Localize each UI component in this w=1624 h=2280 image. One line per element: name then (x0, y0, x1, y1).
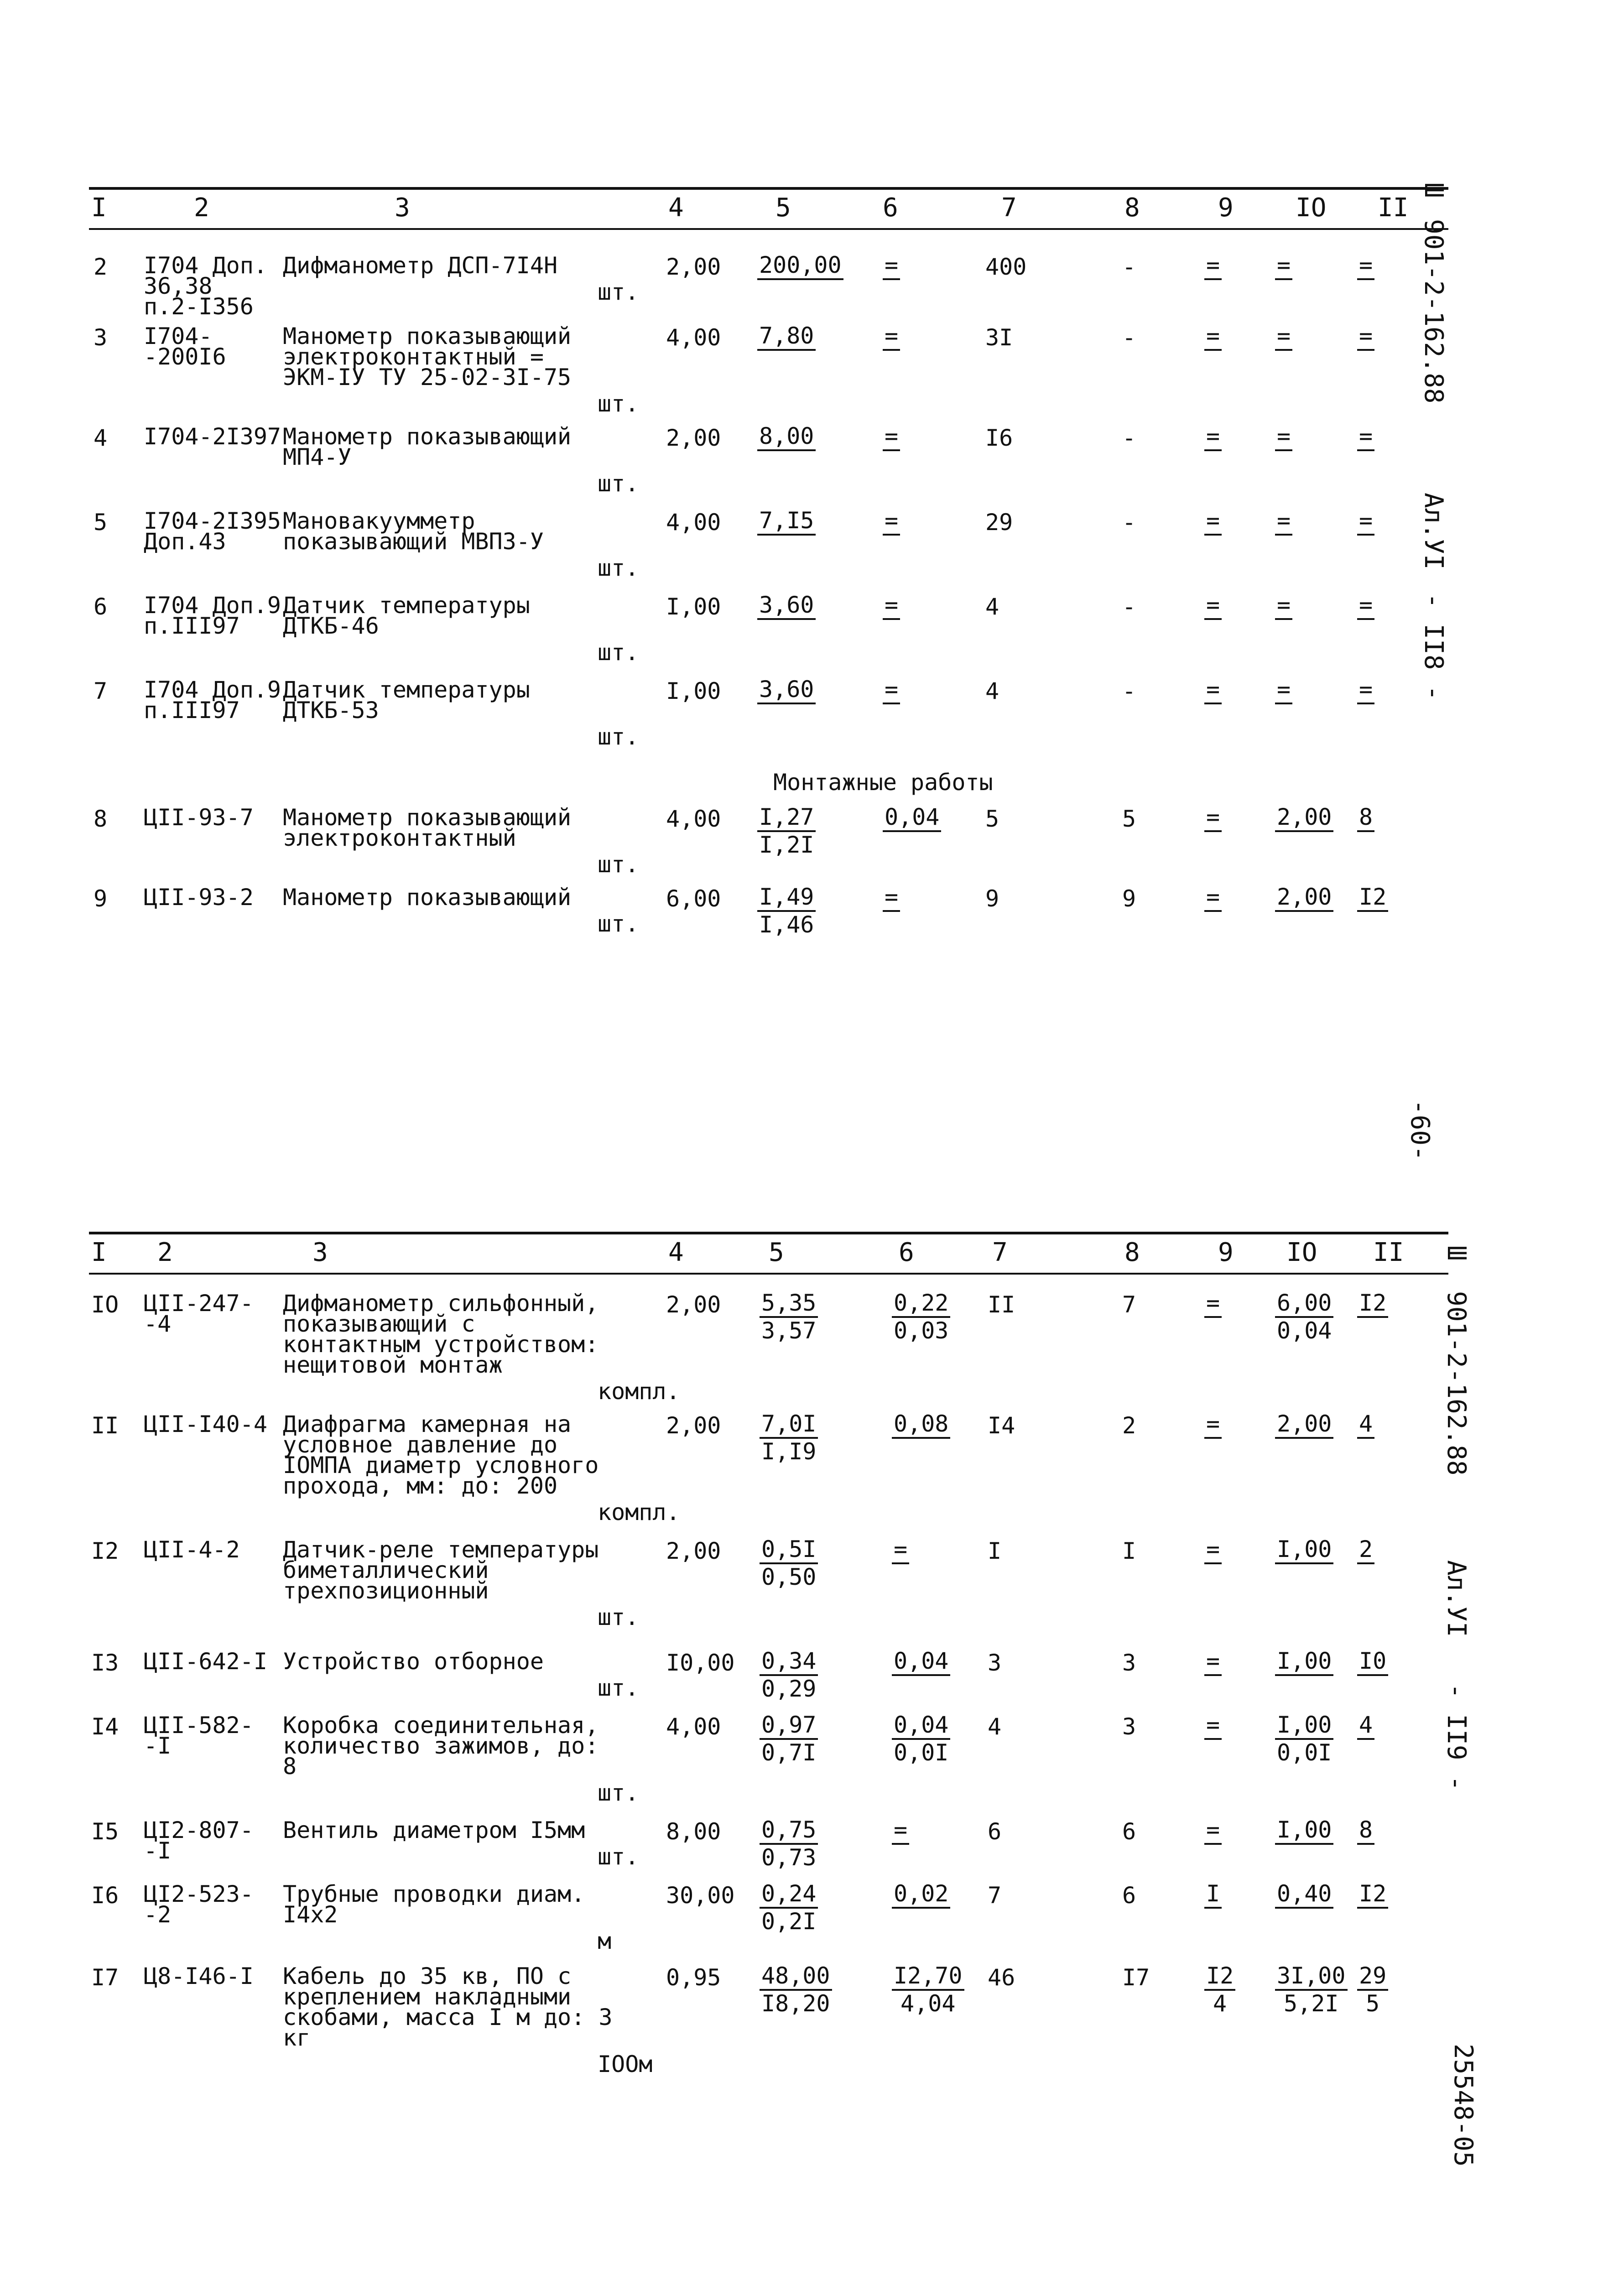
bottom-col-11: II (1373, 1238, 1404, 1267)
bottom-row-6-c11: 8 (1357, 1818, 1374, 1869)
top-col-3: 3 (395, 193, 410, 223)
bottom-row-1-unit: компл. (598, 1378, 680, 1405)
top-row-5-c7: 4 (985, 593, 999, 620)
bottom-row-2-c8: 2 (1122, 1412, 1136, 1439)
top-row-4-c5: 7,I5 (757, 509, 816, 560)
bottom-row-1-code: ЦII-247- -4 (144, 1290, 254, 1337)
bottom-row-8-c7: 46 (988, 1964, 1015, 1991)
top-row-7-c6: 0,04 (883, 805, 941, 857)
bottom-row-3-c5: 0,5I 0,50 (760, 1537, 818, 1589)
top-row-8-unit: шт. (598, 911, 639, 937)
bottom-row-2-c7: I4 (988, 1412, 1015, 1439)
top-row-1-qty: 2,00 (666, 254, 721, 280)
top-row-4-n: 5 (94, 509, 108, 536)
bottom-row-7-code: ЦI2-523- -2 (144, 1881, 254, 1928)
top-row-5-c8: - (1122, 593, 1136, 620)
bottom-row-3-c8: I (1122, 1538, 1136, 1564)
bottom-row-7-c10: 0,40 (1275, 1882, 1333, 1933)
top-col-2: 2 (194, 193, 209, 223)
bottom-col-5: 5 (769, 1238, 784, 1267)
bottom-col-2: 2 (157, 1238, 173, 1267)
bottom-row-7-c9: I (1204, 1882, 1222, 1933)
top-row-6-c7: 4 (985, 678, 999, 704)
top-row-1-name: Дифманометр ДСП-7I4Н (283, 252, 558, 279)
bottom-row-3-name: Датчик-реле температуры биметаллический трехпозиционный (283, 1536, 599, 1604)
top-row-5-qty: I,00 (666, 593, 721, 620)
bottom-row-5-c9: = (1204, 1713, 1222, 1765)
top-row-2-unit: шт. (598, 390, 639, 417)
top-col-8: 8 (1124, 193, 1140, 223)
bottom-row-7-unit: м (598, 1928, 612, 1954)
bottom-row-6-c6: = (892, 1818, 909, 1869)
bottom-row-4-c7: 3 (988, 1650, 1002, 1676)
bottom-row-8-c5: 48,00 I8,20 (760, 1964, 832, 2015)
bottom-row-4-c11: I0 (1357, 1649, 1388, 1701)
top-row-6-c6: = (883, 677, 900, 729)
top-row-7-name: Манометр показывающий электроконтактный (283, 804, 572, 851)
bottom-col-1: I (91, 1238, 107, 1267)
bottom-row-1-c7: II (988, 1291, 1015, 1318)
bottom-row-3-unit: шт. (598, 1604, 639, 1630)
top-col-6: 6 (883, 193, 898, 223)
bottom-row-6-name: Вентиль диаметром I5мм (283, 1817, 585, 1843)
top-row-2-c7: 3I (985, 324, 1013, 351)
top-col-5: 5 (776, 193, 791, 223)
bottom-row-5-code: ЦII-582- -I (144, 1712, 254, 1759)
top-col-11: II (1378, 193, 1409, 223)
bottom-row-7-c6: 0,02 (892, 1882, 950, 1933)
bottom-col-6: 6 (899, 1238, 914, 1267)
top-row-7-c7: 5 (985, 806, 999, 832)
top-row-4-c8: - (1122, 509, 1136, 536)
top-side-III: Ш (1419, 182, 1448, 198)
bottom-row-8-n: I7 (91, 1964, 119, 1991)
top-row-4-c11: = (1357, 509, 1374, 560)
top-row-7-c8: 5 (1122, 806, 1136, 832)
bottom-row-2-c5: 7,0I I,I9 (760, 1412, 818, 1463)
bottom-header-rule-lower (89, 1273, 1448, 1275)
bottom-row-2-name: Диафрагма камерная на условное давление до IOМПА диаметр условного прохода, мм: до: 200 (283, 1411, 599, 1499)
bottom-row-5-c11: 4 (1357, 1713, 1374, 1765)
top-row-1-c10: = (1275, 253, 1292, 305)
bottom-row-8-c10: 3I,00 5,2I (1275, 1964, 1348, 2015)
bottom-row-5-c7: 4 (988, 1713, 1002, 1740)
bottom-row-4-n: I3 (91, 1650, 119, 1676)
top-row-8-code: ЦII-93-2 (144, 884, 254, 911)
bottom-header-rule-upper (89, 1232, 1448, 1234)
bottom-row-4-c5: 0,34 0,29 (760, 1649, 818, 1701)
top-row-3-c10: = (1275, 424, 1292, 476)
top-row-3-c11: = (1357, 424, 1374, 476)
top-row-8-n: 9 (94, 885, 108, 912)
bottom-row-1-c8: 7 (1122, 1291, 1136, 1318)
bottom-row-5-c5: 0,97 0,7I (760, 1713, 818, 1765)
top-row-2-n: 3 (94, 324, 108, 351)
bottom-row-5-n: I4 (91, 1713, 119, 1740)
bottom-row-8-c8: I7 (1122, 1964, 1150, 1991)
bottom-col-4: 4 (668, 1238, 684, 1267)
bottom-row-8-c6: I2,70 4,04 (892, 1964, 964, 2015)
top-row-5-c9: = (1204, 593, 1222, 645)
top-row-7-c5: I,27 I,2I (757, 805, 816, 857)
top-row-6-qty: I,00 (666, 678, 721, 704)
top-row-3-c7: I6 (985, 425, 1013, 451)
top-row-4-c7: 29 (985, 509, 1013, 536)
bottom-row-2-c10: 2,00 (1275, 1412, 1333, 1463)
bottom-col-10: IO (1286, 1238, 1317, 1267)
top-side-page: - II8 - (1419, 593, 1448, 701)
top-row-8-c5: I,49 I,46 (757, 885, 816, 937)
top-row-7-unit: шт. (598, 851, 639, 878)
top-row-4-c9: = (1204, 509, 1222, 560)
top-row-7-code: ЦII-93-7 (144, 804, 254, 831)
bottom-row-4-code: ЦII-642-I (144, 1648, 267, 1675)
top-row-2-c11: = (1357, 324, 1374, 375)
top-row-3-c5: 8,00 (757, 424, 816, 476)
top-row-1-c11: = (1357, 253, 1374, 305)
top-row-6-c11: = (1357, 677, 1374, 729)
bottom-row-8-qty: 0,95 (666, 1964, 721, 1991)
top-row-2-code: I704- -200I6 (144, 323, 226, 370)
top-row-4-unit: шт. (598, 555, 639, 581)
top-row-7-c10: 2,00 (1275, 805, 1333, 857)
bottom-row-7-c11: I2 (1357, 1882, 1388, 1933)
top-row-5-unit: шт. (598, 639, 639, 666)
top-col-1: I (91, 193, 107, 223)
top-row-1-c5: 200,00 (757, 253, 843, 305)
bottom-row-1-c9: = (1204, 1291, 1222, 1343)
top-col-7: 7 (1001, 193, 1017, 223)
bottom-row-7-c5: 0,24 0,2I (760, 1882, 818, 1933)
bottom-row-6-c7: 6 (988, 1818, 1002, 1845)
bottom-row-4-c6: 0,04 (892, 1649, 950, 1701)
stamp-number: 25548-05 (1448, 2044, 1478, 2167)
top-header-rule-upper (89, 187, 1448, 190)
top-row-6-c8: - (1122, 678, 1136, 704)
bottom-row-8-c11: 29 5 (1357, 1964, 1388, 2015)
bottom-row-4-name: Устройство отборное (283, 1648, 544, 1675)
bottom-row-4-c10: I,00 (1275, 1649, 1333, 1701)
bottom-row-5-c8: 3 (1122, 1713, 1136, 1740)
bottom-row-2-c9: = (1204, 1412, 1222, 1463)
top-row-3-c6: = (883, 424, 900, 476)
bottom-row-5-c10: I,00 0,0I (1275, 1713, 1333, 1765)
top-row-2-c9: = (1204, 324, 1222, 375)
bottom-row-6-c5: 0,75 0,73 (760, 1818, 818, 1869)
top-row-7-n: 8 (94, 806, 108, 832)
bottom-row-3-c6: = (892, 1537, 909, 1589)
top-row-6-unit: шт. (598, 724, 639, 750)
bottom-row-8-c9: I2 4 (1204, 1964, 1235, 2015)
bottom-side-code: 901-2-162.88 (1442, 1291, 1471, 1476)
top-row-3-code: I704-2I397 (144, 423, 281, 450)
top-row-4-qty: 4,00 (666, 509, 721, 536)
bottom-row-3-c7: I (988, 1538, 1002, 1564)
bottom-row-1-c6: 0,22 0,03 (892, 1291, 950, 1343)
bottom-row-5-qty: 4,00 (666, 1713, 721, 1740)
bottom-row-7-n: I6 (91, 1882, 119, 1909)
top-row-3-n: 4 (94, 425, 108, 451)
top-row-1-unit: шт. (598, 279, 639, 305)
top-row-2-c8: - (1122, 324, 1136, 351)
bottom-row-3-code: ЦII-4-2 (144, 1536, 240, 1563)
bottom-row-6-code: ЦI2-807- -I (144, 1817, 254, 1864)
bottom-row-4-unit: шт. (598, 1675, 639, 1701)
bottom-row-5-unit: шт. (598, 1780, 639, 1806)
top-row-6-c5: 3,60 (757, 677, 816, 729)
section-label: Монтажные работы (773, 769, 993, 796)
top-row-6-name: Датчик температуры ДТКБ-53 (283, 677, 530, 724)
bottom-side-album: Ал.УI (1442, 1560, 1471, 1637)
top-row-3-c9: = (1204, 424, 1222, 476)
bottom-col-7: 7 (992, 1238, 1008, 1267)
bottom-row-1-name: Дифманометр сильфонный, показывающий с контактным устройством: нещитовой монтаж (283, 1290, 599, 1378)
page-number: -60- (1405, 1099, 1435, 1161)
top-row-1-c8: - (1122, 254, 1136, 280)
bottom-row-3-qty: 2,00 (666, 1538, 721, 1564)
bottom-col-9: 9 (1218, 1238, 1234, 1267)
bottom-row-7-name: Трубные проводки диам. I4x2 (283, 1881, 585, 1928)
top-col-4: 4 (668, 193, 684, 223)
top-row-8-name: Манометр показывающий (283, 884, 572, 911)
bottom-col-8: 8 (1124, 1238, 1140, 1267)
top-row-8-c6: = (883, 885, 900, 937)
top-side-album: Ал.УI (1419, 493, 1448, 570)
top-row-4-code: I704-2I395 Доп.43 (144, 508, 281, 555)
bottom-row-1-qty: 2,00 (666, 1291, 721, 1318)
top-row-3-c8: - (1122, 425, 1136, 451)
bottom-row-6-unit: шт. (598, 1843, 639, 1870)
top-row-2-c5: 7,80 (757, 324, 816, 375)
top-row-6-c9: = (1204, 677, 1222, 729)
top-row-5-c5: 3,60 (757, 593, 816, 645)
bottom-col-3: 3 (312, 1238, 328, 1267)
bottom-row-2-n: II (91, 1412, 119, 1439)
bottom-row-3-c10: I,00 (1275, 1537, 1333, 1589)
bottom-row-7-c7: 7 (988, 1882, 1002, 1909)
bottom-row-2-qty: 2,00 (666, 1412, 721, 1439)
top-row-2-name: Манометр показывающий электроконтактный = ЭКМ-IУ ТУ 25-02-3I-75 (283, 323, 572, 390)
top-row-1-c7: 400 (985, 254, 1027, 280)
top-row-1-code: I704 Доп. 36,38 п.2-I356 (144, 252, 267, 320)
bottom-row-3-c9: = (1204, 1537, 1222, 1589)
bottom-row-7-c8: 6 (1122, 1882, 1136, 1909)
top-row-7-c11: 8 (1357, 805, 1374, 857)
bottom-row-3-n: I2 (91, 1538, 119, 1564)
top-row-5-c6: = (883, 593, 900, 645)
bottom-row-8-code: Ц8-I46-I (144, 1963, 254, 1989)
bottom-row-6-c10: I,00 (1275, 1818, 1333, 1869)
bottom-row-2-unit: компл. (598, 1499, 680, 1525)
bottom-row-7-qty: 30,00 (666, 1882, 735, 1909)
top-row-5-name: Датчик температуры ДТКБ-46 (283, 592, 530, 639)
bottom-side-page: - II9 - (1442, 1683, 1471, 1791)
top-row-2-qty: 4,00 (666, 324, 721, 351)
bottom-row-6-qty: 8,00 (666, 1818, 721, 1845)
top-row-1-n: 2 (94, 254, 108, 280)
top-row-3-name: Манометр показывающий МП4-У (283, 423, 572, 470)
top-row-8-qty: 6,00 (666, 885, 721, 912)
top-side-code: 901-2-162.88 (1419, 219, 1448, 404)
top-row-3-unit: шт. (598, 470, 639, 497)
bottom-row-5-name: Коробка соединительная, количество зажимов, до: 8 (283, 1712, 599, 1780)
bottom-row-6-c9: = (1204, 1818, 1222, 1869)
bottom-row-8-name: Кабель до 35 кв, ПО с креплением накладными скобами, масса I м до: 3 кг (283, 1963, 613, 2051)
top-col-9: 9 (1218, 193, 1234, 223)
bottom-row-1-c11: I2 (1357, 1291, 1388, 1343)
top-row-8-c10: 2,00 (1275, 885, 1333, 937)
top-row-4-name: Мановакуумметр показывающий МВП3-У (283, 508, 544, 555)
bottom-row-1-c5: 5,35 3,57 (760, 1291, 818, 1343)
top-row-8-c7: 9 (985, 885, 999, 912)
bottom-row-5-c6: 0,04 0,0I (892, 1713, 950, 1765)
top-col-10: IO (1296, 193, 1327, 223)
bottom-row-1-n: IO (91, 1291, 119, 1318)
top-row-7-c9: = (1204, 805, 1222, 857)
top-row-4-c10: = (1275, 509, 1292, 560)
top-header-rule-lower (89, 228, 1448, 230)
top-row-6-n: 7 (94, 678, 108, 704)
top-row-5-c10: = (1275, 593, 1292, 645)
top-row-6-c10: = (1275, 677, 1292, 729)
top-row-2-c10: = (1275, 324, 1292, 375)
top-row-6-code: I704 Доп.9 п.III97 (144, 677, 281, 724)
bottom-row-4-c8: 3 (1122, 1650, 1136, 1676)
bottom-row-4-c9: = (1204, 1649, 1222, 1701)
top-row-2-c6: = (883, 324, 900, 375)
bottom-row-1-c10: 6,00 0,04 (1275, 1291, 1333, 1343)
top-row-5-code: I704 Доп.9 п.III97 (144, 592, 281, 639)
top-row-1-c9: = (1204, 253, 1222, 305)
bottom-side-III: Ш (1442, 1245, 1471, 1261)
bottom-row-6-c8: 6 (1122, 1818, 1136, 1845)
top-row-5-c11: = (1357, 593, 1374, 645)
top-row-8-c11: I2 (1357, 885, 1388, 937)
top-row-7-qty: 4,00 (666, 806, 721, 832)
bottom-row-2-code: ЦII-I40-4 (144, 1411, 267, 1437)
top-row-5-n: 6 (94, 593, 108, 620)
bottom-row-2-c11: 4 (1357, 1412, 1374, 1463)
top-row-3-qty: 2,00 (666, 425, 721, 451)
top-row-8-c9: = (1204, 885, 1222, 937)
bottom-row-6-n: I5 (91, 1818, 119, 1845)
bottom-row-2-c6: 0,08 (892, 1412, 950, 1463)
bottom-row-3-c11: 2 (1357, 1537, 1374, 1589)
bottom-row-8-unit: IOOм (598, 2051, 653, 2077)
top-row-1-c6: = (883, 253, 900, 305)
bottom-row-4-qty: I0,00 (666, 1650, 735, 1676)
top-row-8-c8: 9 (1122, 885, 1136, 912)
top-row-4-c6: = (883, 509, 900, 560)
